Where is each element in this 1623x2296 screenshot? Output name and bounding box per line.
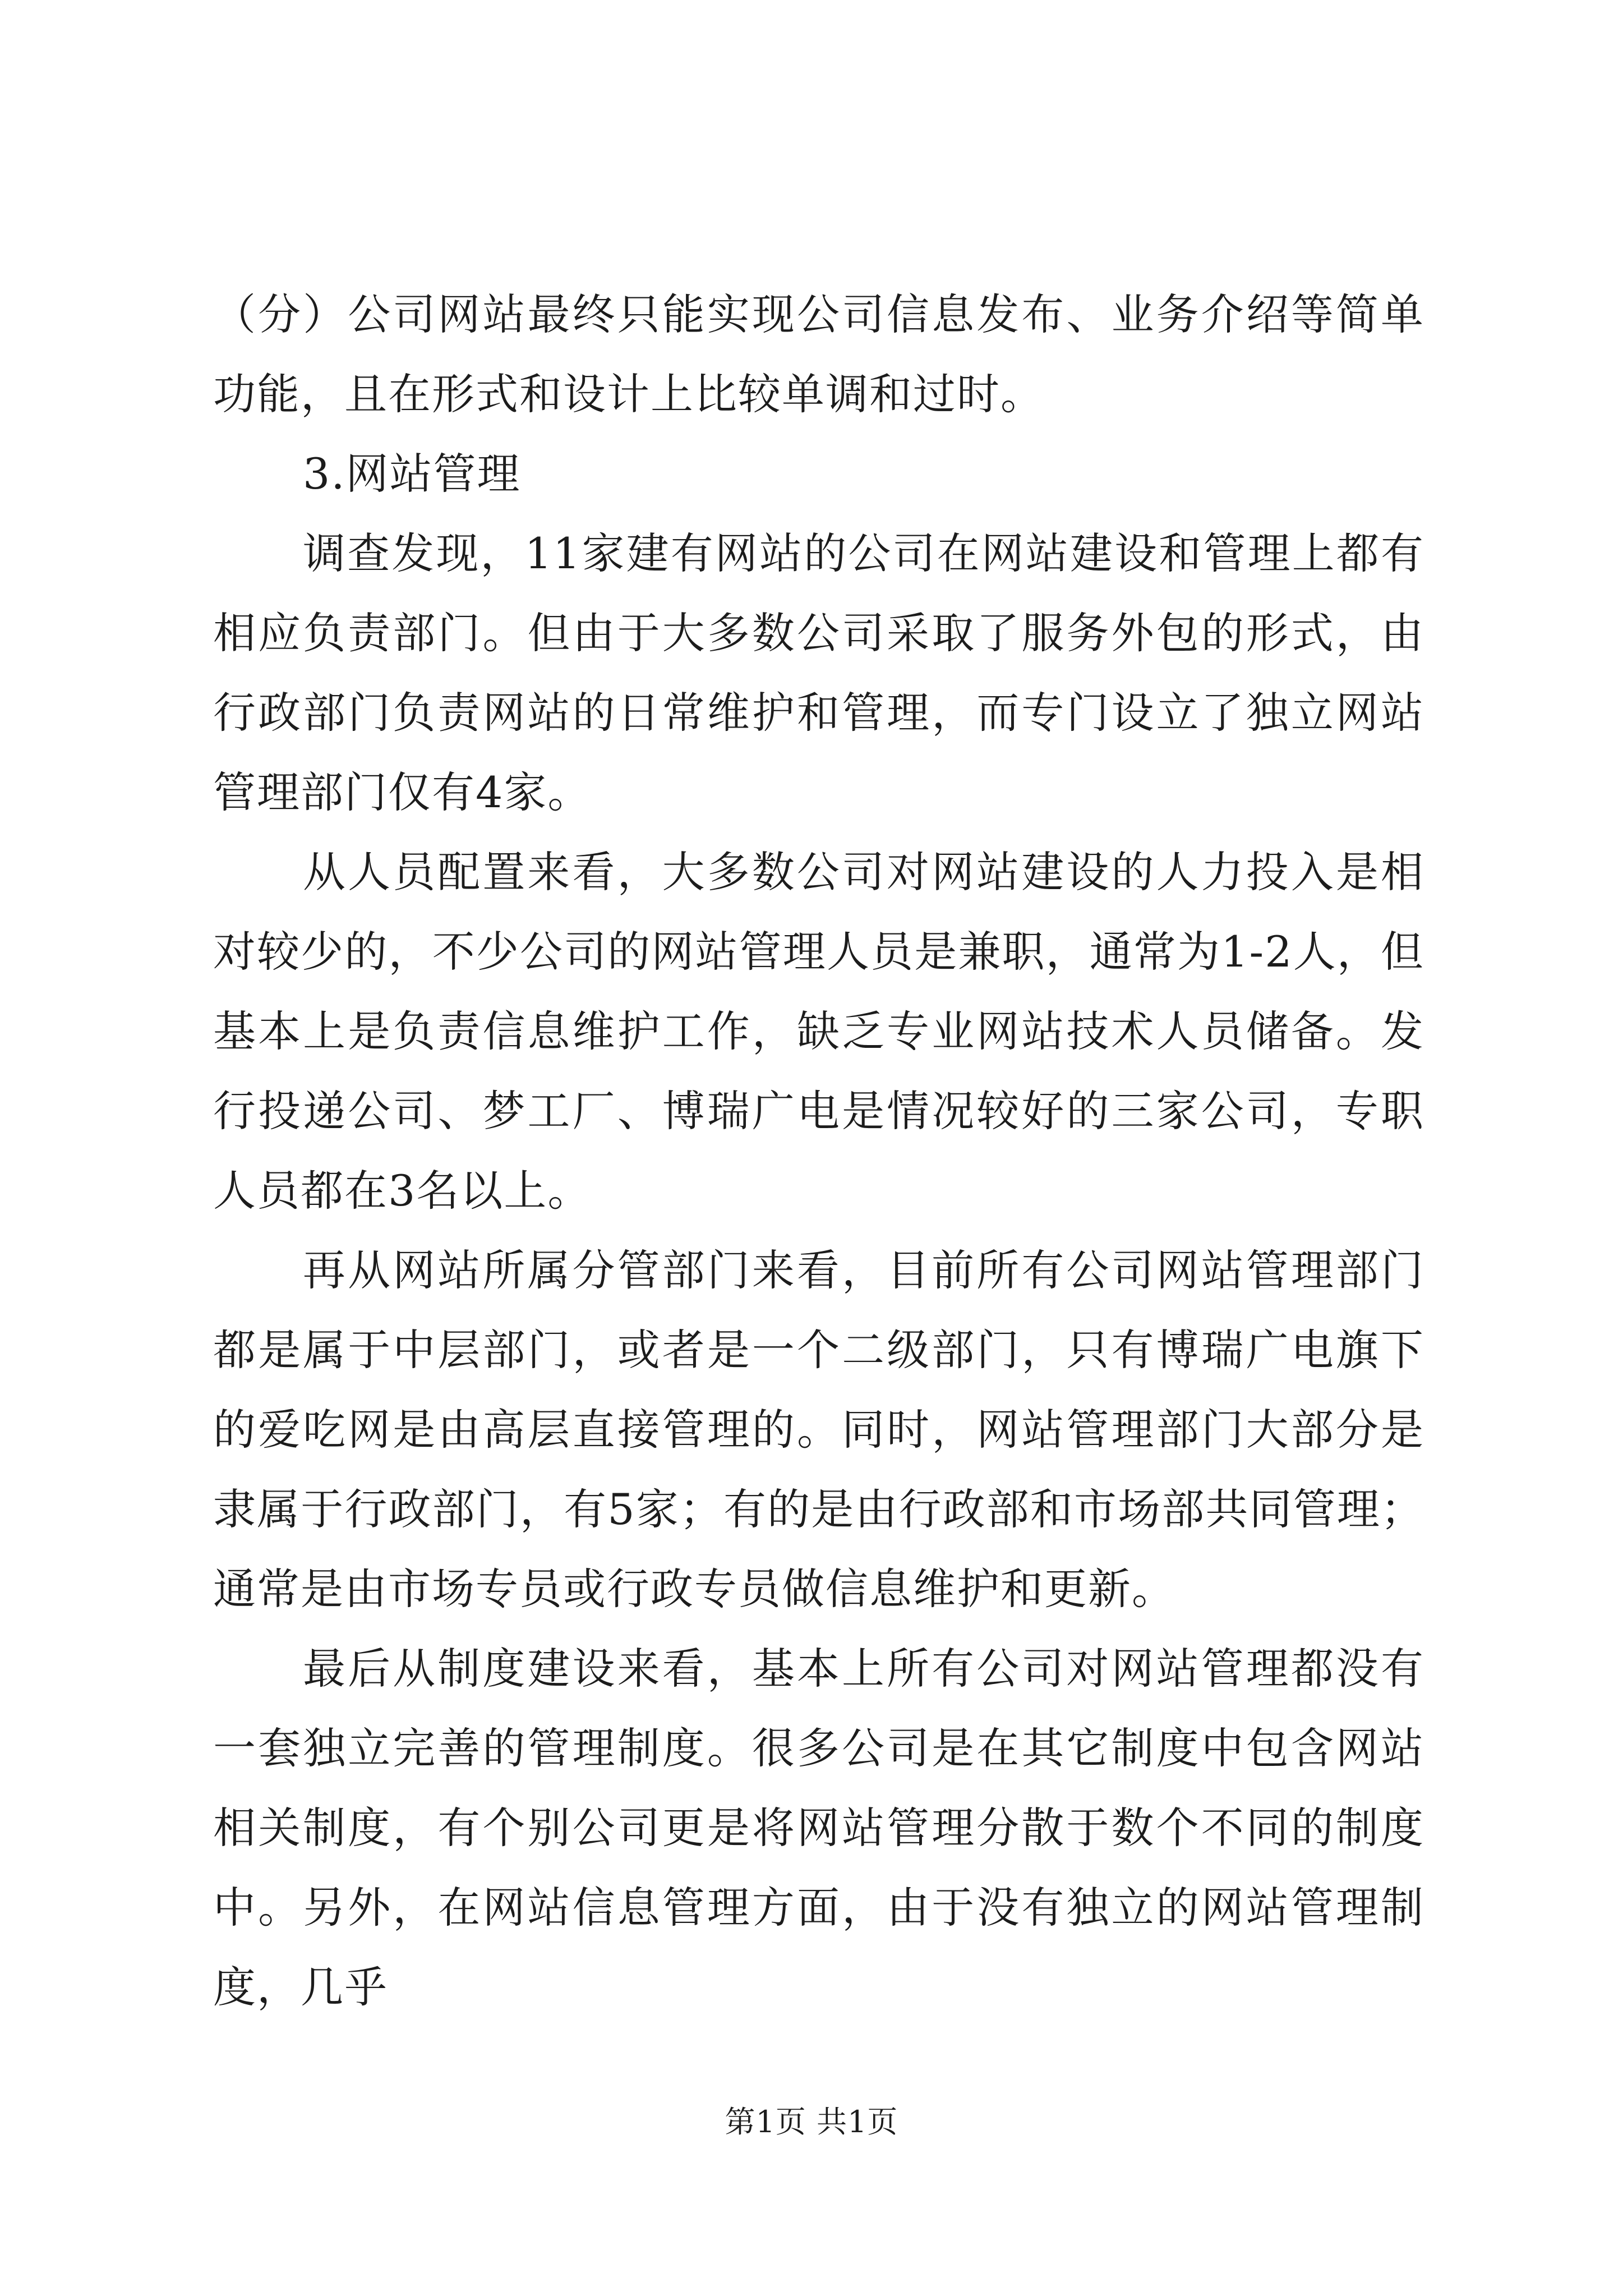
paragraph: 最后从制度建设来看，基本上所有公司对网站管理都没有一套独立完善的管理制度。很多公司是在其它制度中包含网站相关制度，有个别公司更是将网站管理分散于数个不同的制度中。另外，在网站信息管理方面，由于没有独立的网站管理制度，几乎 — [213, 1644, 1424, 2012]
page-footer: 第1页 共1页 — [725, 2104, 898, 2139]
paragraph-continuation: （分）公司网站最终只能实现公司信息发布、业务介绍等简单功能，且在形式和设计上比较单调和过时。 — [213, 289, 1424, 419]
section-heading: 3.网站管理 — [303, 449, 521, 499]
paragraph: 再从网站所属分管部门来看，目前所有公司网站管理部门都是属于中层部门，或者是一个二级部门，只有博瑞广电旗下的爱吃网是由高层直接管理的。同时，网站管理部门大部分是隶属于行政部门，有5家；有的是由行政部和市场部共同管理；通常是由市场专员或行政专员做信息维护和更新。 — [213, 1245, 1424, 1614]
paragraph: 调查发现，11家建有网站的公司在网站建设和管理上都有相应负责部门。但由于大多数公司采取了服务外包的形式，由行政部门负责网站的日常维护和管理，而专门设立了独立网站管理部门仅有4家。 — [213, 528, 1424, 817]
paragraph: 从人员配置来看，大多数公司对网站建设的人力投入是相对较少的，不少公司的网站管理人员是兼职，通常为1-2人，但基本上是负责信息维护工作，缺乏专业网站技术人员储备。发行投递公司、梦工厂、博瑞广电是情况较好的三家公司，专职人员都在3名以上。 — [213, 847, 1424, 1216]
document-body — [213, 275, 1424, 2027]
